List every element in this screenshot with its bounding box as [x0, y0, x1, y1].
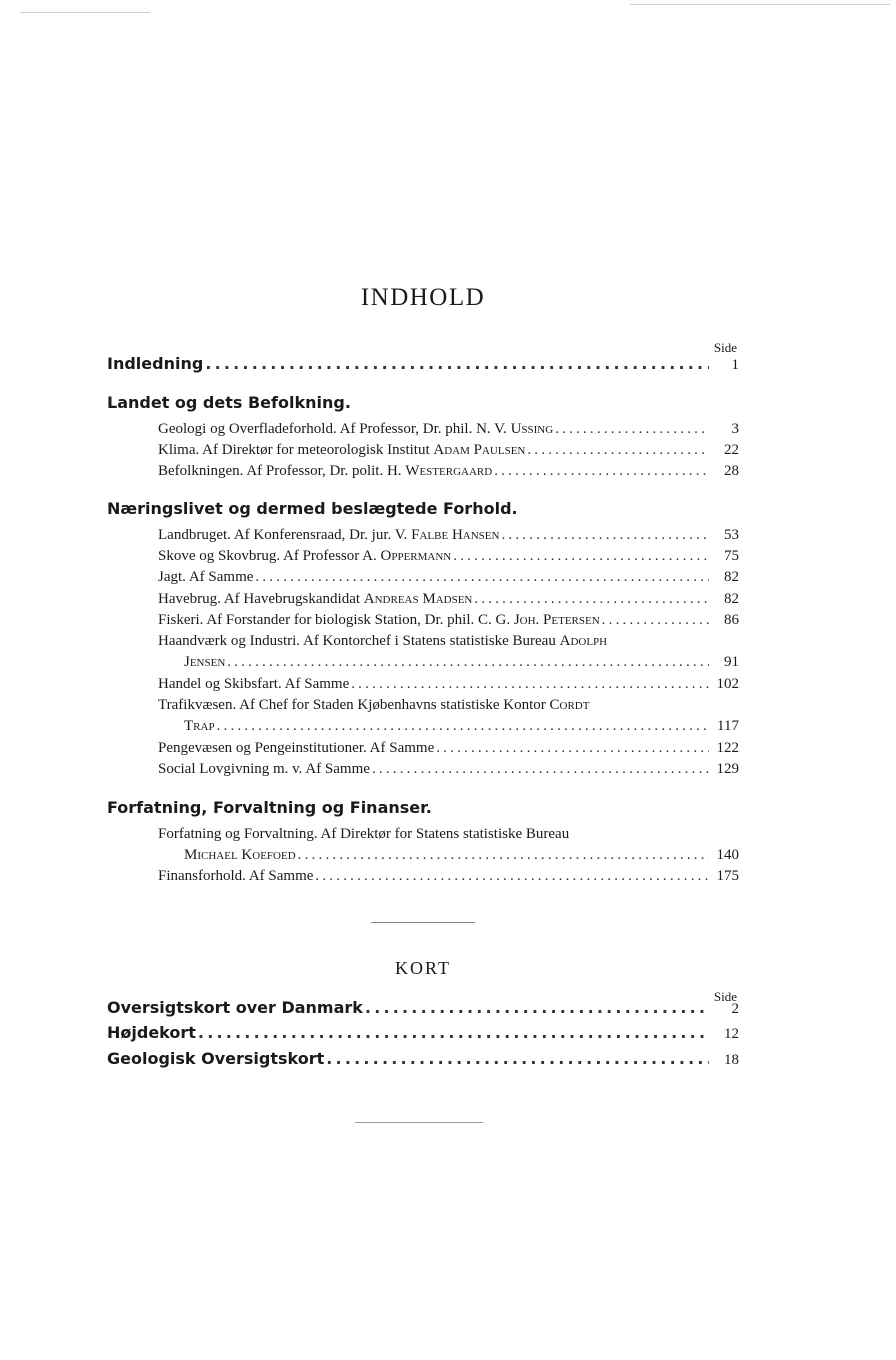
toc-entry[interactable]: [158, 548, 739, 565]
author-name: Michael Koefoed: [184, 847, 296, 863]
page-number: 82: [724, 591, 739, 607]
leader-dots: [501, 527, 709, 544]
entry-label: Landbruget. Af Konferensraad, Dr. jur. V. Falbe Hansen: [158, 527, 500, 543]
toc-entry[interactable]: [158, 527, 739, 544]
toc-entry[interactable]: [158, 421, 739, 438]
leader-dots: [474, 591, 709, 608]
page-number: 91: [724, 654, 739, 670]
author-name: Joh. Petersen: [513, 612, 600, 628]
leader-dots: [436, 740, 709, 757]
toc-entry-continuation[interactable]: [184, 847, 739, 864]
entry-label: Handel og Skibsfart. Af Samme: [158, 676, 350, 692]
leader-dots: [315, 868, 709, 885]
page-number: 2: [731, 1001, 739, 1017]
leader-dots: [351, 676, 709, 693]
section-heading: Forfatning, Forvaltning og Finanser.: [107, 798, 432, 817]
author-name: Adam Paulsen: [433, 442, 526, 458]
entry-label: Geologi og Overfladeforhold. Af Professor, Dr. phil. N. V. Ussing: [158, 421, 554, 437]
leader-dots: [227, 654, 709, 671]
page-number: 129: [716, 761, 739, 777]
toc-entry-intro[interactable]: [107, 354, 739, 374]
leader-dots: [205, 354, 709, 373]
map-entry[interactable]: [107, 998, 739, 1018]
entry-label: Finansforhold. Af Samme: [158, 868, 314, 884]
page-number: 122: [716, 740, 739, 756]
entry-label: Skove og Skovbrug. Af Professor A. Oppermann: [158, 548, 452, 564]
toc-entry[interactable]: [158, 442, 739, 459]
page-number: 86: [724, 612, 739, 628]
entry-label: Forfatning og Forvaltning. Af Direktør for Statens statistiske Bureau: [158, 826, 570, 842]
entry-label: Højdekort: [107, 1023, 196, 1042]
map-entry[interactable]: [107, 1023, 739, 1043]
map-entry[interactable]: [107, 1049, 739, 1069]
page-number: 18: [724, 1052, 739, 1068]
leader-dots: [255, 569, 709, 586]
contents-title: INDHOLD: [360, 284, 486, 311]
toc-entry[interactable]: [158, 463, 739, 480]
entry-label: Haandværk og Industri. Af Kontorchef i Statens statistiske Bureau Adolph: [158, 633, 608, 649]
entry-label: Social Lovgivning m. v. Af Samme: [158, 761, 370, 777]
toc-entry-continuation[interactable]: [184, 718, 739, 735]
side-column-label: Side: [713, 340, 737, 355]
entry-label: Jagt. Af Samme: [158, 569, 254, 585]
toc-entry[interactable]: [158, 591, 739, 608]
entry-label: Havebrug. Af Havebrugskandidat Andreas Madsen: [158, 591, 473, 607]
scan-edge-left: [20, 12, 150, 13]
toc-entry[interactable]: [158, 740, 739, 757]
entry-label: Pengevæsen og Pengeinstitutioner. Af Samme: [158, 740, 435, 756]
toc-entry[interactable]: [158, 676, 739, 693]
leader-dots: [602, 612, 711, 629]
entry-label: Geologisk Oversigtskort: [107, 1049, 325, 1068]
entry-label: Befolkningen. Af Professor, Dr. polit. H. Westergaard: [158, 463, 493, 479]
page-number: 117: [717, 718, 739, 734]
author-name: Oppermann: [380, 548, 452, 564]
author-name: Andreas Madsen: [363, 591, 473, 607]
entry-label: Indledning: [107, 354, 204, 373]
author-name: Adolph: [559, 633, 608, 649]
author-name: Ussing: [510, 421, 554, 437]
toc-entry[interactable]: [158, 612, 739, 629]
author-name: Trap: [184, 718, 215, 734]
entry-label: Klima. Af Direktør for meteorologisk Institut Adam Paulsen: [158, 442, 526, 458]
page-number: 1: [731, 357, 739, 373]
author-name: Westergaard: [405, 463, 493, 479]
leader-dots: [494, 463, 709, 480]
entry-label: Fiskeri. Af Forstander for biologisk Station, Dr. phil. C. G. Joh. Petersen: [158, 612, 600, 628]
toc-entry-line1[interactable]: [158, 697, 739, 714]
toc-entry-line1[interactable]: [158, 633, 739, 650]
section-heading: Næringslivet og dermed beslægtede Forhold.: [107, 499, 518, 518]
leader-dots: [453, 548, 709, 565]
scan-edge-right: [630, 4, 890, 5]
leader-dots: [326, 1049, 709, 1068]
leader-dots: [217, 718, 709, 735]
page-number: 28: [724, 463, 739, 479]
page-number: 102: [716, 676, 739, 692]
side-column-label: Side: [713, 989, 737, 1004]
section-heading: Landet og dets Befolkning.: [107, 393, 351, 412]
end-divider: [355, 1122, 483, 1123]
leader-dots: [555, 421, 709, 438]
entry-label: Trafikvæsen. Af Chef for Staden Kjøbenhavns statistiske Kontor Cordt: [158, 697, 590, 713]
page-number: 175: [716, 868, 739, 884]
toc-entry[interactable]: [158, 868, 739, 885]
author-name: Jensen: [184, 654, 226, 670]
toc-entry[interactable]: [158, 761, 739, 778]
leader-dots: [527, 442, 709, 459]
leader-dots: [372, 761, 709, 778]
page-number: 53: [724, 527, 739, 543]
maps-title: KORT: [395, 958, 451, 978]
entry-label: Oversigtskort over Danmark: [107, 998, 363, 1017]
toc-entry-line1[interactable]: [158, 826, 739, 843]
page-number: 3: [731, 421, 739, 437]
page-number: 75: [724, 548, 739, 564]
toc-entry[interactable]: [158, 569, 739, 586]
leader-dots: [198, 1023, 709, 1042]
leader-dots: [298, 847, 709, 864]
page-number: 12: [724, 1026, 739, 1042]
page-number: 22: [724, 442, 739, 458]
page-number: 140: [716, 847, 739, 863]
author-name: Cordt: [549, 697, 590, 713]
toc-entry-continuation[interactable]: [184, 654, 739, 671]
section-divider: [371, 922, 475, 923]
leader-dots: [365, 998, 709, 1017]
author-name: Falbe Hansen: [411, 527, 500, 543]
page-number: 82: [724, 569, 739, 585]
